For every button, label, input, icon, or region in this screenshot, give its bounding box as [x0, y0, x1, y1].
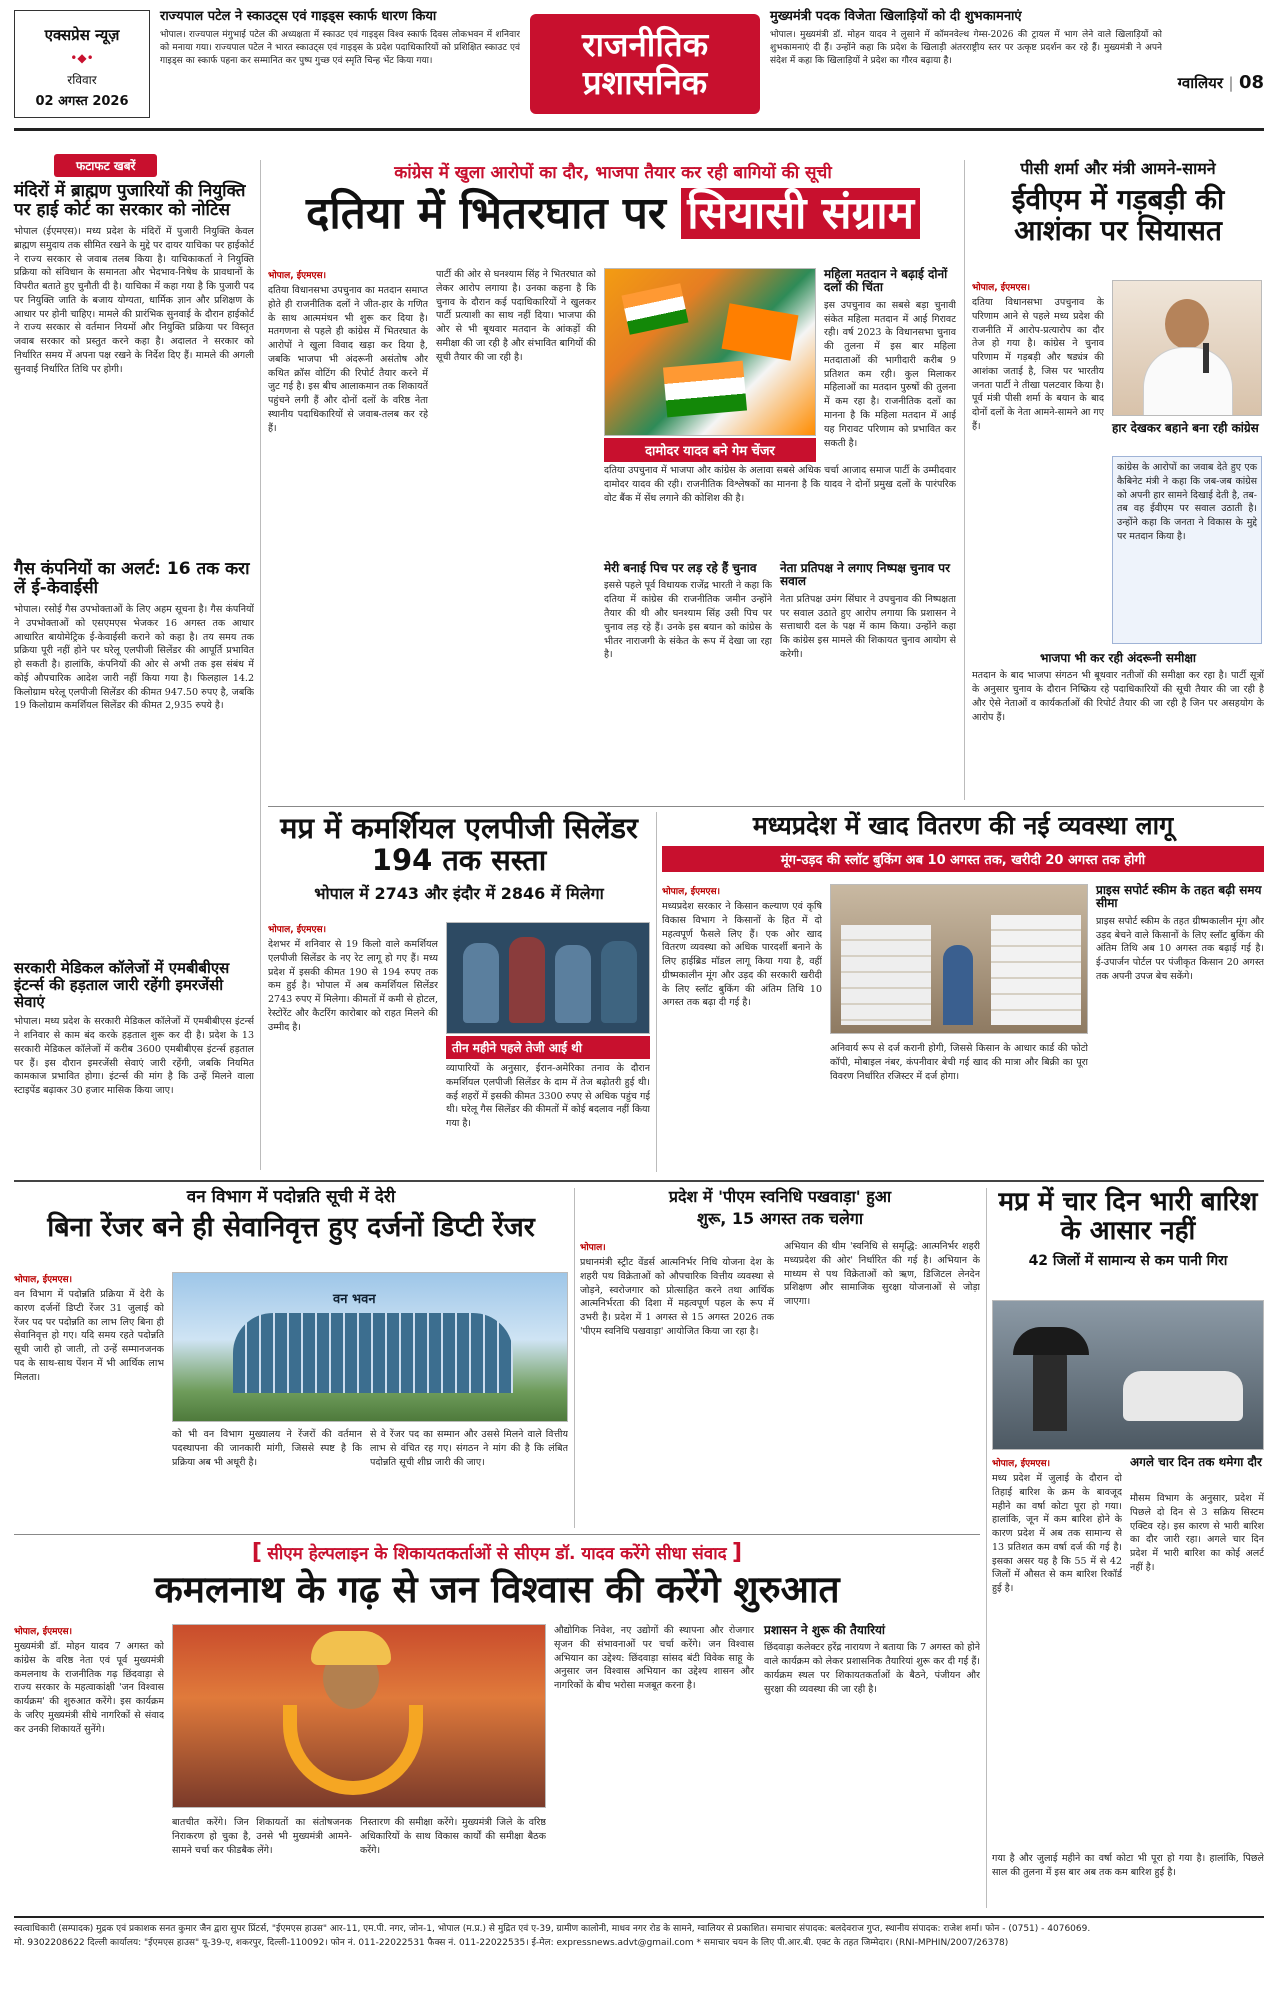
lpg-photo-caption: तीन महीने पहले तेजी आई थी: [446, 1036, 650, 1059]
brief-2-body: भोपाल। मुख्यमंत्री डॉ. मोहन यादव ने लुसाने में कॉमनवेल्थ गेम्स-2026 की ट्रायल में भाग लेने वाले खिलाड़ियों को शुभकामनाएं दी हैं। उन्होंने कहा कि प्रदेश के खिलाड़ी अंतरराष्ट्रीय स्तर पर उत्कृष्ट प्रदर्शन कर रहे हैं। मुख्यमंत्री ने अपने संदेश में कहा कि खिलाड़ियों ने प्रदेश का गौरव बढ़ाया है।: [770, 29, 1162, 66]
kamalnath-photo: [172, 1624, 546, 1808]
kamalnath-kicker: सीएम हेल्पलाइन के शिकायतकर्ताओं से सीएम डॉ. यादव करेंगे सीधा संवाद: [267, 1544, 727, 1564]
datia-box1-title: मेरी बनाई पिच पर लड़ रहे हैं चुनाव: [604, 561, 757, 575]
garland-shape: [283, 1705, 423, 1795]
svanidhi-col2-text: अभियान की थीम 'स्वनिधि से समृद्धि: आत्मनिर्भर शहरी मध्यप्रदेश की ओर' निर्धारित की गई है। अभियान के माध्यम से पथ विक्रेताओं को ऋण, डिजिटल लेनदेन प्रशिक्षण और सामाजिक सुरक्षा योजनाओं से जोड़ा जाएगा।: [784, 1241, 980, 1308]
datia-box2-body: नेता प्रतिपक्ष उमंग सिंघार ने उपचुनाव की निष्पक्षता पर सवाल उठाते हुए आरोप लगाया कि प्रशासन ने सत्ताधारी दल के पक्ष में काम किया। उन्होंने कहा कि कांग्रेस इस मामले की शिकायत चुनाव आयोग से करेगी।: [780, 593, 956, 660]
sack-stack-shape: [991, 915, 1081, 1025]
gas-cylinder-icon: [601, 941, 637, 1023]
datia-photo-caption: दामोदर यादव बने गेम चेंजर: [604, 438, 816, 462]
factfile-item-title: सरकारी मेडिकल कॉलेजों में एमबीबीएस इंटर्न्स की हड़ताल जारी रहेंगी इमरजेंसी सेवाएं: [14, 959, 230, 1011]
footer-imprint: [14, 1922, 1264, 2002]
lpg-dateline: भोपाल, ईएमएस।: [268, 925, 327, 935]
datia-col2-text: पार्टी की ओर से घनश्याम सिंह ने भितरघात को लेकर आरोप लगाया है। उनका कहना है कि चुनाव के दौरान कई पदाधिकारियों ने खुलकर पार्टी प्रत्याशी का साथ नहीं दिया। भाजपा की ओर से भी बूथवार मतदान के आंकड़ों की समीक्षा की जा रही है और संभावित बागियों की सूची तैयार की जा रही है।: [436, 269, 596, 363]
sack-stack-shape: [841, 925, 931, 1025]
svanidhi-headline: शुरू, 15 अगस्त तक चलेगा: [696, 1208, 864, 1228]
lpg-col1-text: देशभर में शनिवार से 19 किलो वाले कमर्शियल एलपीजी सिलेंडर के नए रेट लागू हो गए हैं। मध्य प्रदेश में इसकी कीमत 190 से 194 रुपए तक कम हुई है। भोपाल में अब कमर्शियल सिलेंडर 2743 रुपए में मिलेगा। कीमतों में कमी से होटल, रेस्टोरेंट और कैटरिंग कारोबार को राहत मिलने की उम्मीद है।: [268, 939, 438, 1033]
kamalnath-box: [764, 1624, 980, 1885]
fert-dateline: भोपाल, ईएमएस।: [662, 887, 721, 897]
factfile-item-title: गैस कंपनियों का अलर्ट: 16 तक करा लें ई-केवाईसी: [14, 559, 250, 599]
page-marker: ग्वालियर | 08: [1177, 72, 1264, 93]
kamalnath-box-title: प्रशासन ने शुरू की तैयारियां: [764, 1623, 886, 1637]
rain-dateline: भोपाल, ईएमएस।: [992, 1459, 1051, 1469]
column-divider: [964, 160, 965, 800]
evm-blue-box: कांग्रेस के आरोपों का जवाब देते हुए एक कैबिनेट मंत्री ने कहा कि जब-जब कांग्रेस को अपनी हार सामने दिखाई देती है, तब-तब वह ईवीएम पर सवाल उठाती है। उन्होंने कहा कि जनता ने विकास के मुद्दे पर मतदान किया है।: [1112, 456, 1262, 644]
factfile-item: [14, 182, 254, 505]
factfile-item: [14, 960, 254, 1155]
rain-subheadline: 42 जिलों में सामान्य से कम पानी गिरा: [1028, 1253, 1228, 1270]
evm-box-title: भाजपा भी कर रही अंदरूनी समीक्षा: [1039, 651, 1197, 665]
masthead-brief-2: [770, 10, 1162, 118]
svanidhi-col1: [580, 1240, 774, 1524]
datia-col1: [268, 268, 428, 784]
issue-date: 02 अगस्त 2026: [35, 94, 129, 109]
lpg-subheadline: भोपाल में 2743 और इंदौर में 2846 में मिलेगा: [314, 883, 604, 903]
lpg-col1: [268, 922, 438, 1170]
evm-body: दतिया विधानसभा उपचुनाव के परिणाम आने से पहले मध्य प्रदेश की राजनीति में आरोप-प्रत्यारोप का दौर तेज हो गया है। कांग्रेस ने चुनाव परिणाम में गड़बड़ी और षड्यंत्र की आशंका जताई है, जिस पर भारतीय जनता पार्टी ने तीखा पलटवार किया है। पूर्व मंत्री पीसी शर्मा के बयान के बाद दोनों दलों के नेता आमने-सामने आ गए हैं।: [972, 297, 1104, 432]
evm-photo-caption: हार देखकर बहाने बना रही कांग्रेस: [1112, 421, 1259, 435]
brief-1-body: भोपाल। राज्यपाल मंगुभाई पटेल की अध्यक्षता में स्काउट एवं गाइड्स विश्व स्कार्फ दिवस लोकभवन में शनिवार को मनाया गया। राज्यपाल पटेल ने भारत स्काउट्स एवं गाइड्स के प्रदेश पदाधिकारियों को प्रशिक्षित स्काउट एवं गाइड्स का स्कार्फ पहना कर सम्मानित कर पुष्प गुच्छ एवं स्मृति चिन्ह भेंट किया गया।: [160, 29, 520, 66]
datia-box2: [780, 562, 956, 783]
footer-line-2: मो. 9302208622 दिल्ली कार्यालय: "ईएमएस हाउस" यू-39-ए, शकरपुर, दिल्ली-110092। फोन नं. 011-22022531 फैक्स नं. 011-22022535। ई-मेल: expressnews.advt@gmail.com * समाचार चयन के लिए पी.आर.बी. एक्ट के तहत जिम्मेदार। (RNI-MPHIN/2007/26378): [14, 1938, 1009, 1949]
column-divider: [986, 1188, 987, 1908]
umbrella-icon: [1013, 1327, 1089, 1355]
footer-rule: [14, 1916, 1264, 1918]
ranger-col3-text: से वे रेंजर पद का सम्मान और उससे मिलने वाले वित्तीय लाभ से वंचित रह गए। संगठन ने मांग की है कि लंबित पदोन्नति सूची शीघ्र जारी की जाए।: [370, 1429, 568, 1468]
fert-headline: मध्यप्रदेश में खाद वितरण की नई व्यवस्था लागू: [752, 811, 1174, 840]
datia-photo: [604, 268, 816, 436]
datia-kicker: कांग्रेस में खुला आरोपों का दौर, भाजपा तैयार कर रही बागियों की सूची: [394, 163, 832, 183]
evm-kicker: पीसी शर्मा और मंत्री आमने-सामने: [1020, 159, 1216, 178]
kamalnath-box-body: छिंदवाड़ा कलेक्टर हरेंद्र नारायण ने बताया कि 7 अगस्त को होने वाले कार्यक्रम को लेकर प्रशासनिक तैयारियां शुरू कर दी गई हैं। कार्यक्रम स्थल पर शिकायतकर्ताओं के बैठने, पंजीयन और सुरक्षा की व्यवस्था की जा रही है।: [764, 1642, 980, 1695]
svanidhi-story: [580, 1188, 980, 1528]
gas-cylinder-icon: [555, 945, 591, 1023]
fert-strip: मूंग-उड़द की स्लॉट बुकिंग अब 10 अगस्त तक, खरीदी 20 अगस्त तक होगी: [662, 846, 1264, 872]
masthead-rule: [14, 128, 1264, 131]
rain-col1: [992, 1456, 1122, 1862]
factfile-item-title: मंदिरों में ब्राह्मण पुजारियों की नियुक्ति पर हाई कोर्ट का सरकार को नोटिस: [14, 181, 246, 221]
brief-1-title: राज्यपाल पटेल ने स्काउट्स एवं गाइड्स स्कार्फ धारण किया: [160, 9, 437, 24]
fert-box-body: प्राइस सपोर्ट स्कीम के तहत ग्रीष्मकालीन मूंग और उड़द बेचने वाले किसानों के लिए स्लॉट बुकिंग की अंतिम तिथि अब 10 अगस्त तक बढ़ाई गई है। ई-उपार्जन पोर्टल पर पंजीकृत किसान 20 अगस्त तक अपनी उपज बेच सकेंगे।: [1096, 915, 1264, 982]
brand-ornament: •◆•: [70, 51, 94, 65]
factfile-item-body: भोपाल। मध्य प्रदेश के सरकारी मेडिकल कॉलेजों में एमबीबीएस इंटर्न्स ने शनिवार से काम बंद करके हड़ताल शुरू कर दी है। प्रदेश के 13 सरकारी मेडिकल कॉलेजों में करीब 3600 एमबीबीएस इंटर्न्स हड़ताल पर हैं। इस दौरान इमरजेंसी सेवाएं जारी रहेंगी, जबकि नियमित कामकाज प्रभावित होगा। इंटर्न्स की मांग है कि उन्हें मिलने वाला स्टाइपेंड बढ़ाकर 30 हजार मासिक किया जाए।: [14, 1016, 254, 1097]
datia-box2-title: नेता प्रतिपक्ष ने लगाए निष्पक्ष चुनाव पर सवाल: [780, 561, 951, 589]
ranger-photo: [172, 1272, 568, 1422]
datia-headline: [268, 189, 958, 238]
fert-col1-text: मध्यप्रदेश सरकार ने किसान कल्याण एवं कृषि विकास विभाग ने किसानों के हित में दो महत्वपूर्ण फैसले लिए हैं। एक ओर खाद वितरण व्यवस्था को अधिक पारदर्शी बनाने के लिए हाईब्रिड मॉडल लागू किया गया है, वहीं ग्रीष्मकालीन मूंग और उड़द की सरकारी खरीदी के लिए स्लॉट बुकिंग की अंतिम तिथि 10 अगस्त तक बढ़ा दी गई है।: [662, 901, 822, 1009]
kamalnath-col3-text: निस्तारण की समीक्षा करेंगे। मुख्यमंत्री जिले के वरिष्ठ अधिकारियों के साथ विकास कार्यों की समीक्षा बैठक करेंगे।: [360, 1817, 546, 1856]
kamalnath-headline: कमलनाथ के गढ़ से जन विश्वास की करेंगे शुरुआत: [154, 1568, 840, 1611]
city-name: ग्वालियर: [1177, 74, 1223, 92]
flag-icon: [722, 303, 799, 360]
person-body-shape: [1143, 347, 1233, 416]
datia-story: [268, 160, 958, 800]
brand-box: [14, 10, 150, 118]
car-shape: [1123, 1371, 1243, 1421]
kamalnath-col1: [14, 1624, 164, 1902]
ranger-headline: बिना रेंजर बने ही सेवानिवृत्त हुए दर्जनों डिप्टी रेंजर: [47, 1212, 535, 1244]
section-title-line2: प्रशासनिक: [582, 62, 708, 102]
section-rule: [14, 1534, 980, 1535]
datia-women-body: इस उपचुनाव का सबसे बड़ा चुनावी संकेत महिला मतदान में आई गिरावट रही। वर्ष 2023 के विधानसभा चुनाव की तुलना में इस बार महिला मतदाताओं की भागीदारी करीब 9 प्रतिशत कम रही। कुल मिलाकर महिलाओं का मतदान पुरुषों की तुलना में कम रहा है। राजनीतिक दलों का मानना है कि महिला मतदान में आई यह गिरावट परिणाम को प्रभावित कर सकती है।: [824, 299, 956, 449]
evm-col: [972, 280, 1104, 656]
evm-dateline: भोपाल, ईएमएस।: [972, 283, 1031, 293]
evm-box-body: मतदान के बाद भाजपा संगठन भी बूथवार नतीजों की समीक्षा कर रहा है। पार्टी सूत्रों के अनुसार चुनाव के दौरान निष्क्रिय रहे पदाधिकारियों की सूची तैयार की जा रही है और ऐसे नेताओं व कार्यकर्ताओं की रिपोर्ट तैयार की जा रही है जिन पर असहयोग के आरोप हैं।: [972, 670, 1264, 723]
section-rule: [268, 806, 1264, 807]
building-shape: [233, 1313, 513, 1393]
gas-cylinder-icon: [509, 937, 545, 1023]
fert-box: [1096, 884, 1264, 1155]
ranger-story: [14, 1188, 568, 1528]
ranger-col2-text: को भी वन विभाग मुख्यालय ने रेंजरों की वर्तमान पदस्थापना की जानकारी मांगी, जिससे स्पष्ट है कि प्रक्रिया अब भी अधूरी है।: [172, 1429, 362, 1468]
flag-icon: [621, 283, 688, 335]
datia-box1-body: इससे पहले पूर्व विधायक राजेंद्र भारती ने कहा कि दतिया में कांग्रेस की राजनीतिक जमीन उन्होंने तैयार की थी और घनश्याम सिंह उसी पिच पर चुनाव लड़ रहे हैं। उनके इस बयान को कांग्रेस के भीतर नाराजगी के संकेत के रूप में देखा जा रहा है।: [604, 580, 772, 661]
fertilizer-story: [662, 812, 1264, 1172]
column-divider: [260, 160, 261, 1170]
lpg-story: [268, 812, 650, 1172]
datia-photo-text: दतिया उपचुनाव में भाजपा और कांग्रेस के अलावा सबसे अधिक चर्चा आजाद समाज पार्टी के उम्मीदवार दामोदर यादव की रही। राजनीतिक विश्लेषकों का मानना है कि यादव ने दोनों प्रमुख दलों के पारंपरिक वोट बैंक में सेंध लगाने की कोशिश की है।: [604, 465, 956, 504]
factfile-item-body: भोपाल। रसोई गैस उपभोक्ताओं के लिए अहम सूचना है। गैस कंपनियों ने उपभोक्ताओं को एसएमएस भेजकर 16 अगस्त तक आधार आधारित बायोमेट्रिक ई-केवाईसी कराने को कहा है। तय समय तक प्रक्रिया पूरी नहीं होने पर घरेलू एलपीजी सिलेंडर की आपूर्ति प्रभावित हो सकती है। हालांकि, कंपनियों की ओर से अभी तक इस संबंध में कोई औपचारिक आदेश जारी नहीं किया गया है। फिलहाल 14.2 किलोग्राम घरेलू एलपीजी सिलेंडर की कीमत 947.50 रुपए है, जबकि 19 किलोग्राम कमर्शियल सिलेंडर की कीमत 2,935 रुपये है।: [14, 604, 254, 712]
rain-story: [992, 1188, 1264, 1908]
datia-box1: [604, 562, 772, 769]
section-banner: [530, 14, 760, 114]
datia-headline-part1: दतिया में भितरघात पर: [305, 188, 666, 239]
evm-story: [972, 160, 1264, 800]
kamalnath-dateline: भोपाल, ईएमएस।: [14, 1627, 73, 1637]
lpg-photo: [446, 922, 650, 1034]
masthead: [14, 10, 1264, 122]
evm-photo: [1112, 280, 1262, 416]
kamalnath-story: [14, 1540, 980, 1908]
datia-headline-part2: सियासी संग्राम: [681, 188, 920, 239]
kamalnath-col2-text: बातचीत करेंगे। जिन शिकायतों का संतोषजनक निराकरण हो चुका है, उनसे भी मुख्यमंत्री आमने-सामने चर्चा कर फीडबैक लेंगे।: [172, 1817, 352, 1856]
kamalnath-col4-text: औद्योगिक निवेश, नए उद्योगों की स्थापना और रोजगार सृजन की संभावनाओं पर चर्चा करेंगे। जन विश्वास अभियान का उद्देश्य: छिंदवाड़ा सांसद बंटी विवेक साहू के अनुसार जन विश्वास अभियान का उद्देश्य शासन और नागरिकों के बीच भरोसा मजबूत करना है।: [554, 1625, 754, 1692]
brief-2-title: मुख्यमंत्री पदक विजेता खिलाड़ियों को दी शुभकामनाएं: [770, 9, 1022, 24]
rain-photo: [992, 1300, 1264, 1450]
factfile-item-body: भोपाल (ईएमएस)। मध्य प्रदेश के मंदिरों में पुजारी नियुक्ति केवल ब्राह्मण समुदाय तक सीमित रखने के मुद्दे पर दायर याचिका पर हाईकोर्ट ने राज्य सरकार से जवाब तलब किया है। याचिकाकर्ता ने नियुक्ति प्रक्रिया को संविधान के समानता और भेदभाव-निषेध के प्रावधानों के विपरीत बताते हुए चुनौती दी है। याचिका में कहा गया है कि पुजारी पद पर नियुक्ति जाति के बजाय योग्यता, धार्मिक ज्ञान और प्रशिक्षण के आधार पर होनी चाहिए। मामले की प्रारंभिक सुनवाई के दौरान हाईकोर्ट ने राज्य सरकार से वर्तमान नियमों और नियुक्ति प्रक्रिया पर विस्तृत जवाब सरकार को प्रस्तुत करने कहा है। अदालत ने सरकार को निर्धारित समय में अपना पक्ष रखने के निर्देश दिए हैं। मामले की अगली सुनवाई निर्धारित तिथि पर होगी।: [14, 226, 254, 375]
ranger-dateline: भोपाल, ईएमएस।: [14, 1275, 73, 1285]
person-icon: [943, 945, 973, 1025]
fert-col2-text: अनिवार्य रूप से दर्ज करानी होगी, जिससे किसान के आधार कार्ड की फोटो कॉपी, मोबाइल नंबर, कंपनीवार बेची गई खाद की मात्रा और बिक्री का पूरा विवरण निर्धारित रजिस्टर में दर्ज होगा।: [830, 1043, 1088, 1082]
column-divider: [656, 812, 657, 1172]
factfile-column: [14, 160, 254, 1170]
ranger-col1-text: वन विभाग में पदोन्नति प्रक्रिया में देरी के कारण दर्जनों डिप्टी रेंजर 31 जुलाई को रेंजर पद पर पदोन्नति का लाभ लिए बिना ही सेवानिवृत्त हो गए। यदि समय रहते पदोन्नति सूची जारी हो जाती, तो उन्हें सम्मानजनक पद के साथ-साथ पेंशन में भी आर्थिक लाभ मिलता।: [14, 1289, 164, 1383]
svanidhi-dateline: भोपाल।: [580, 1243, 606, 1253]
page-number: 08: [1238, 72, 1264, 93]
brand-name: एक्सप्रेस न्यूज़: [44, 26, 120, 44]
kamalnath-col1-text: मुख्यमंत्री डॉ. मोहन यादव 7 अगस्त को कांग्रेस के वरिष्ठ नेता एवं पूर्व मुख्यमंत्री कमलनाथ के राजनीतिक गढ़ छिंदवाड़ा से राज्य सरकार के महत्वाकांक्षी 'जन विश्वास कार्यक्रम' की शुरुआत करेंगे। इस कार्यक्रम के जरिए मुख्यमंत्री सीधे नागरिकों से संवाद कर उनकी शिकायतें सुनेंगे।: [14, 1641, 164, 1735]
microphone-icon: [1203, 343, 1209, 373]
section-title-line1: राजनीतिक: [581, 25, 709, 64]
datia-women-title: महिला मतदान ने बढ़ाई दोनों दलों की चिंता: [824, 267, 948, 295]
fert-photo: [830, 884, 1088, 1034]
svanidhi-kicker: प्रदेश में 'पीएम स्वनिधि पखवाड़ा' हुआ: [668, 1187, 892, 1206]
column-divider: [574, 1188, 575, 1528]
datia-dateline: भोपाल, ईएमएस।: [268, 271, 327, 281]
kamalnath-kicker-wrap: [ सीएम हेल्पलाइन के शिकायतकर्ताओं से सीएम डॉ. यादव करेंगे सीधा संवाद ]: [251, 1540, 743, 1565]
turban-shape: [311, 1631, 391, 1665]
section-rule: [14, 1180, 1264, 1182]
factfile-label: फटाफट खबरें: [54, 154, 157, 177]
svanidhi-col1-text: प्रधानमंत्री स्ट्रीट वेंडर्स आत्मनिर्भर निधि योजना देश के शहरी पथ विक्रेताओं को औपचारिक वित्तीय व्यवस्था से जोड़ने, स्वरोजगार को प्रोत्साहित करने तथा आर्थिक आत्मनिर्भरता की दिशा में महत्वपूर्ण पहल के रूप में उभरी है। प्रदेश में 1 अगस्त से 15 अगस्त 2026 तक 'पीएम स्वनिधि पखवाड़ा' आयोजित किया जा रहा है।: [580, 1257, 774, 1337]
fert-col1: [662, 884, 822, 1170]
person-icon: [1165, 299, 1209, 349]
rain-col1-text: मध्य प्रदेश में जुलाई के दौरान दो तिहाई बारिश के क्रम के बावजूद महीने का वर्षा कोटा पूरा हो गया। हालांकि, जून में कम बारिश होने के कारण प्रदेश में अब तक सामान्य से 13 प्रतिशत कम वर्षा दर्ज की गई है। इसका असर यह है कि 55 में से 42 जिलों में औसत से कम बारिश रिकॉर्ड हुई है।: [992, 1473, 1122, 1595]
footer-line-1: स्वत्वाधिकारी (सम्पादक) मुद्रक एवं प्रकाशक सनत कुमार जैन द्वारा सुपर प्रिंटर्स, "ईएमएस हाउस" आर-11, एम.पी. नगर, जोन-1, भोपाल (म.प्र.) से मुद्रित एवं ए-39, ग्रामीण कालोनी, माधव नगर रोड के सामने, ग्वालियर से प्रकाशित। समाचार संपादक: बलदेवराज गुप्त, स्थानीय संपादक: राजेश शर्मा। फोन - (0751) - 4076069.: [14, 1924, 1091, 1934]
issue-day: रविवार: [67, 73, 97, 87]
evm-bottom-box: [972, 652, 1264, 779]
fert-box-title: प्राइस सपोर्ट स्कीम के तहत बढ़ी समय सीमा: [1096, 883, 1262, 911]
flag-icon: [663, 361, 747, 418]
ranger-photo-sign: वन भवन: [333, 1292, 376, 1307]
ranger-col1: [14, 1272, 164, 1518]
datia-women-box: [824, 268, 956, 459]
gas-cylinder-icon: [463, 943, 499, 1023]
datia-col1-text: दतिया विधानसभा उपचुनाव का मतदान समाप्त होते ही राजनीतिक दलों ने जीत-हार के गणित के साथ आत्ममंथन भी शुरू कर दिया है। मतगणना से पहले ही कांग्रेस में भितरघात के आरोपों ने खुला विवाद खड़ा कर दिया है, जबकि भाजपा भी अंदरूनी असंतोष और कथित क्रॉस वोटिंग की रिपोर्ट तैयार करने में जुट गई है। इस बीच आलाकमान तक शिकायतें पहुंचने लगी हैं और दोनों दलों के वरिष्ठ नेता स्थानीय पदाधिकारियों से जवाब-तलब कर रहे हैं।: [268, 285, 428, 434]
rain-col2-text: मौसम विभाग के अनुसार, प्रदेश में पिछले दो दिन से 3 सक्रिय सिस्टम एक्टिव रहे। इस कारण से भारी बारिश का दौर जारी रहा। अगले चार दिन प्रदेश में भारी बारिश का कोई अलर्ट नहीं है।: [1130, 1493, 1264, 1573]
evm-headline: ईवीएम में गड़बड़ी की आशंका पर सियासत: [1011, 182, 1225, 248]
ranger-kicker: वन विभाग में पदोन्नति सूची में देरी: [186, 1187, 396, 1207]
rain-foot-text: गया है और जुलाई महीने का वर्षा कोटा भी पूरा हो गया है। हालांकि, पिछले साल की तुलना में इस बार अब तक कम बारिश हुई है।: [992, 1853, 1264, 1878]
rain-headline: मप्र में चार दिन भारी बारिश के आसार नहीं: [998, 1187, 1258, 1247]
factfile-item: [14, 560, 254, 949]
masthead-brief-1: [160, 10, 520, 118]
datia-col2: [436, 268, 596, 788]
lpg-headline: मप्र में कमर्शियल एलपीजी सिलेंडर 194 तक सस्ता: [280, 811, 638, 878]
lpg-col2-text: व्यापारियों के अनुसार, ईरान-अमेरिका तनाव के दौरान कमर्शियल एलपीजी सिलेंडर के दाम में तेज बढ़ोतरी हुई थी। कई शहरों में इसकी कीमत 3300 रुपए से अधिक पहुंच गई थी। घरेलू गैस सिलेंडर की कीमतों में कोई बदलाव नहीं किया गया है।: [446, 1063, 650, 1130]
rain-photo-caption: अगले चार दिन तक थमेगा दौर: [1130, 1455, 1262, 1469]
